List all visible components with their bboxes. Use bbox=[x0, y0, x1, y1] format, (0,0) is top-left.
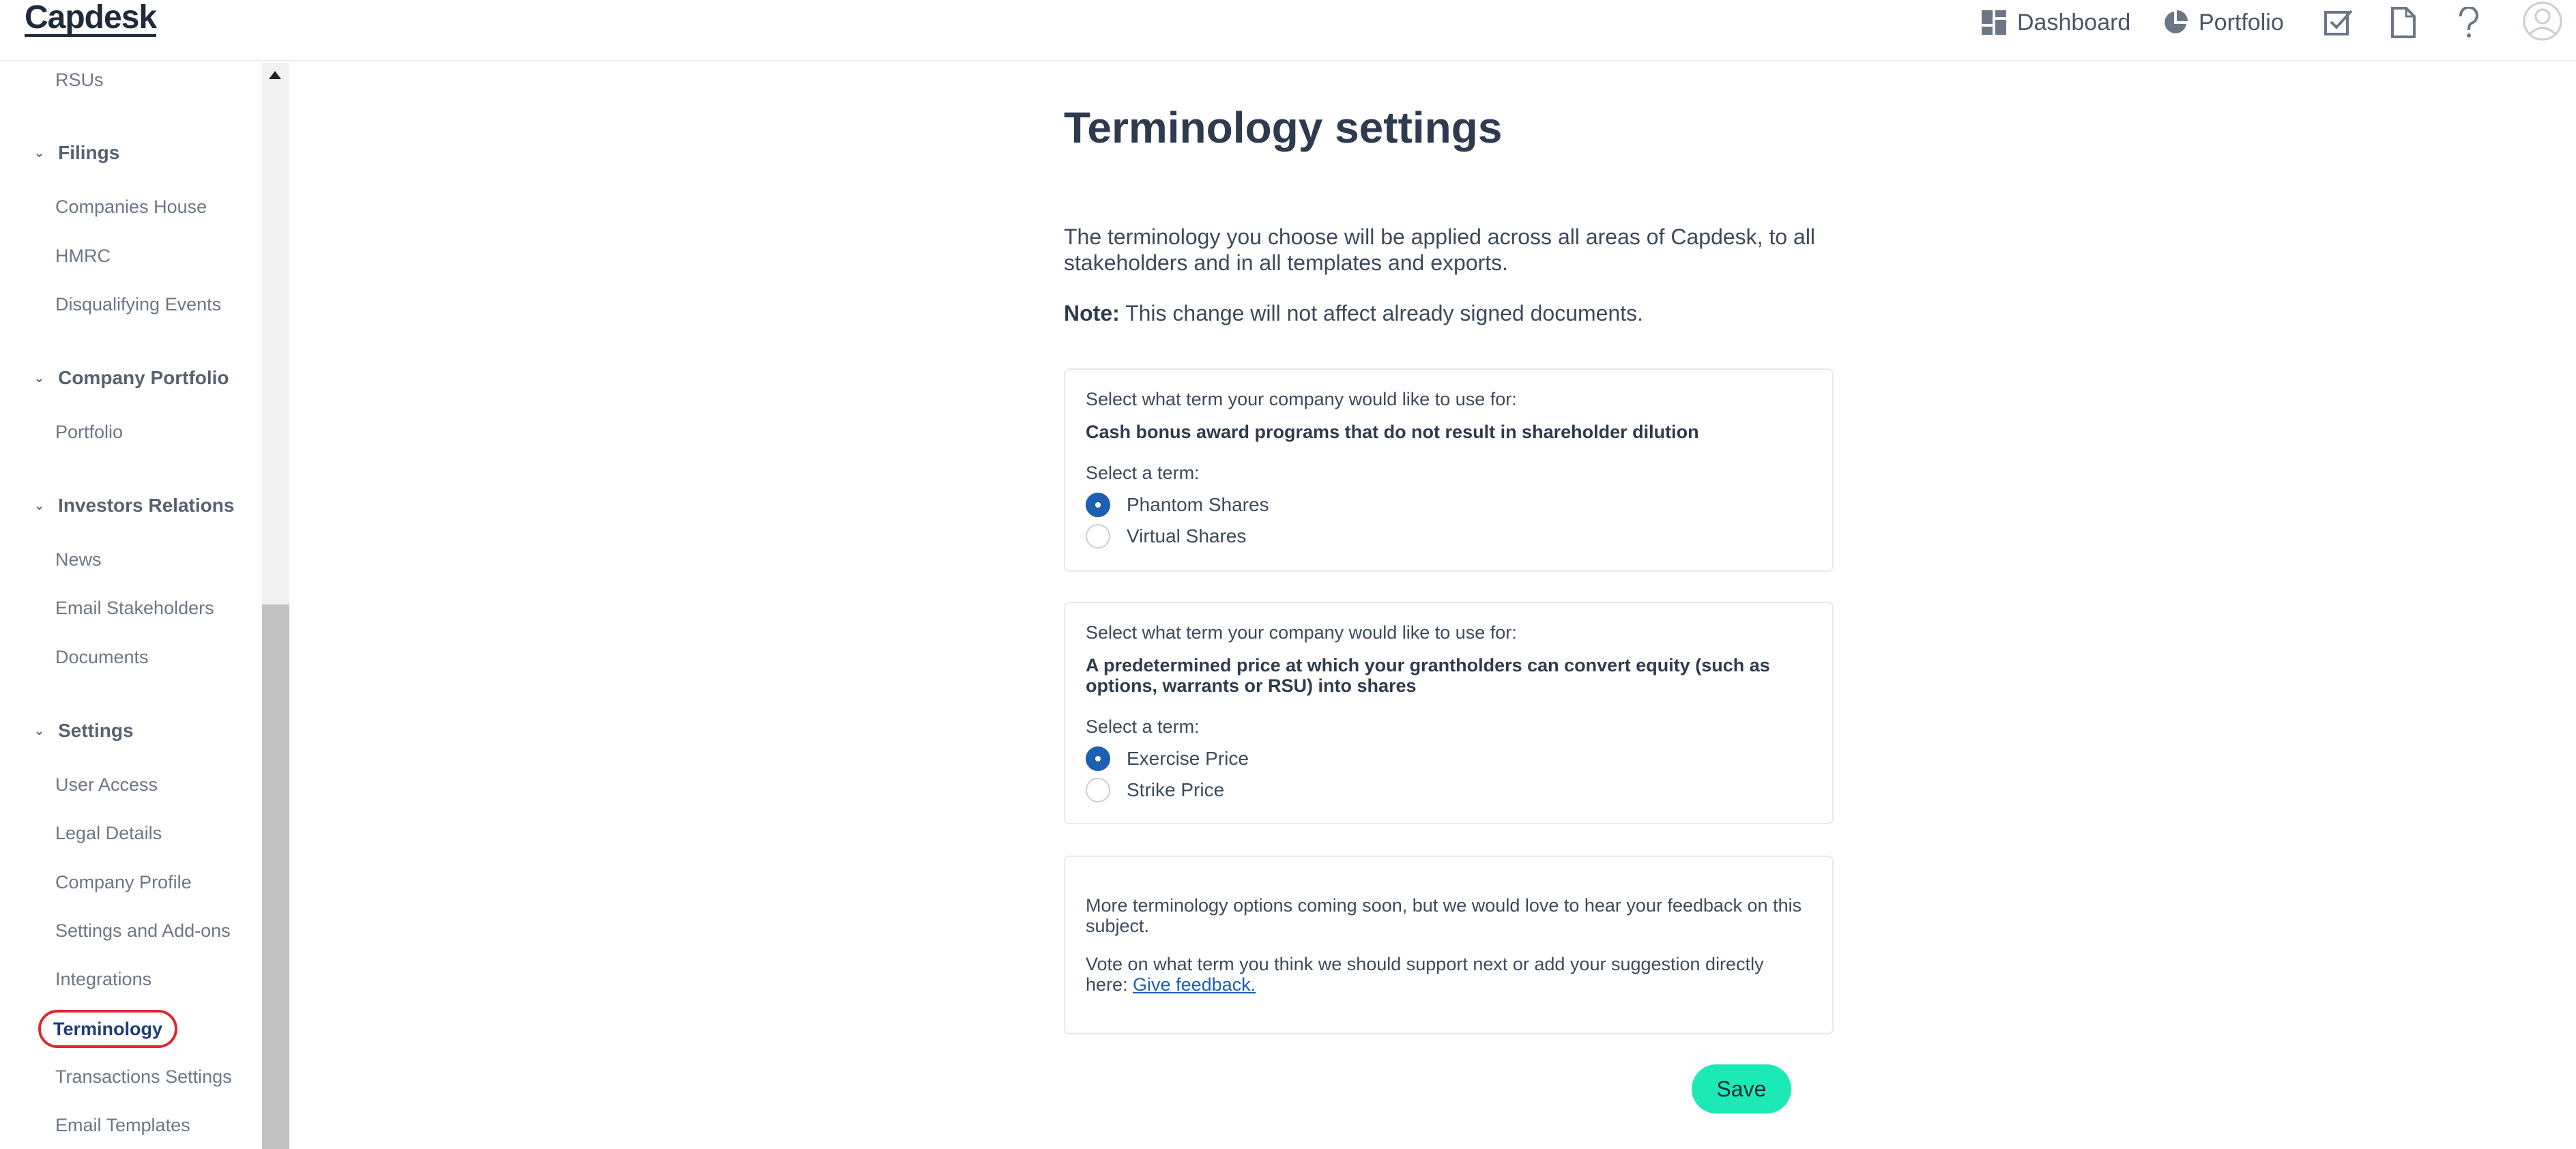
capdesk-logo[interactable]: Capdesk bbox=[25, 0, 157, 35]
top-header bbox=[0, 0, 2576, 61]
sidebar-item-documents[interactable]: Documents bbox=[55, 647, 149, 667]
sidebar-item-legal-details[interactable]: Legal Details bbox=[55, 823, 162, 843]
sidebar-item-disqualifying-events[interactable]: Disqualifying Events bbox=[55, 294, 222, 315]
nav-dashboard-label: Dashboard bbox=[2017, 9, 2131, 35]
intro-text: The terminology you choose will be applied across all areas of Capdesk, to all stakeholders and in all templates and exports. bbox=[1064, 224, 1816, 275]
nav-portfolio-label: Portfolio bbox=[2199, 9, 2284, 35]
radio-unselected-icon[interactable] bbox=[1086, 778, 1110, 802]
tasks-check-icon[interactable] bbox=[2323, 7, 2354, 38]
sidebar-item-integrations[interactable]: Integrations bbox=[55, 969, 152, 989]
radio-strike-price[interactable] bbox=[1086, 778, 1224, 802]
chevron-down-icon: ⌄ bbox=[34, 498, 45, 512]
sidebar-item-company-profile[interactable]: Company Profile bbox=[55, 872, 192, 892]
card-prompt: Select what term your company would like to use for: bbox=[1086, 622, 1517, 643]
radio-unselected-icon[interactable] bbox=[1086, 524, 1110, 549]
chevron-down-icon: ⌄ bbox=[34, 145, 45, 160]
note-body: This change will not affect already signed documents. bbox=[1119, 301, 1644, 325]
radio-label: Phantom Shares bbox=[1127, 494, 1269, 515]
help-icon[interactable] bbox=[2457, 7, 2481, 38]
note-label: Note: bbox=[1064, 301, 1120, 325]
radio-label: Exercise Price bbox=[1127, 748, 1249, 769]
document-icon[interactable] bbox=[2390, 7, 2417, 38]
sidebar-item-user-access[interactable]: User Access bbox=[55, 774, 158, 795]
radio-selected-icon[interactable] bbox=[1086, 746, 1110, 771]
sidebar-item-email-templates[interactable]: Email Templates bbox=[55, 1115, 190, 1135]
give-feedback-link[interactable]: Give feedback. bbox=[1133, 974, 1256, 995]
note-text bbox=[1064, 301, 1643, 326]
sidebar-section-label: Investors Relations bbox=[58, 495, 235, 516]
sidebar-section-label: Company Portfolio bbox=[58, 367, 229, 388]
sidebar-section-filings[interactable] bbox=[34, 142, 119, 164]
card-description: Cash bonus award programs that do not result in shareholder dilution bbox=[1086, 422, 1699, 442]
radio-label: Virtual Shares bbox=[1127, 525, 1247, 547]
feedback-card bbox=[1064, 856, 1834, 1034]
sidebar-section-label: Settings bbox=[58, 720, 134, 741]
feedback-line-2-text: Vote on what term you think we should support next or add your suggestion directly here: bbox=[1086, 954, 1764, 995]
sidebar bbox=[0, 63, 262, 1149]
pie-chart-icon bbox=[2162, 9, 2189, 36]
page-title: Terminology settings bbox=[1064, 103, 1503, 152]
term-card-exercise bbox=[1064, 602, 1834, 824]
scroll-up-arrow-icon[interactable] bbox=[269, 71, 281, 79]
sidebar-item-news[interactable]: News bbox=[55, 549, 102, 570]
feedback-line-1: More terminology options coming soon, but we would love to hear your feedback on this subject. bbox=[1086, 895, 1802, 936]
avatar-icon[interactable] bbox=[2523, 1, 2562, 41]
card-description: A predetermined price at which your grantholders can convert equity (such as options, warrants or RSU) into shares bbox=[1086, 655, 1770, 696]
radio-phantom-shares[interactable] bbox=[1086, 493, 1269, 517]
term-card-phantom bbox=[1064, 368, 1834, 572]
radio-selected-icon[interactable] bbox=[1086, 493, 1110, 517]
sidebar-section-company-portfolio[interactable] bbox=[34, 367, 229, 389]
radio-virtual-shares[interactable] bbox=[1086, 524, 1246, 549]
sidebar-item-settings-and-addons[interactable]: Settings and Add-ons bbox=[55, 920, 231, 941]
sidebar-section-investors-relations[interactable] bbox=[34, 495, 234, 517]
save-button[interactable]: Save bbox=[1692, 1064, 1791, 1114]
sidebar-item-terminology[interactable]: Terminology bbox=[38, 1010, 177, 1048]
nav-portfolio[interactable] bbox=[2162, 0, 2284, 45]
nav-dashboard[interactable] bbox=[1980, 0, 2130, 45]
sidebar-item-transactions-settings[interactable]: Transactions Settings bbox=[55, 1066, 232, 1087]
sidebar-section-settings[interactable] bbox=[34, 720, 134, 742]
chevron-down-icon: ⌄ bbox=[34, 370, 45, 385]
sidebar-item-rsus[interactable]: RSUs bbox=[55, 70, 104, 90]
sidebar-scrollbar-thumb[interactable] bbox=[262, 605, 289, 1149]
radio-exercise-price[interactable] bbox=[1086, 746, 1249, 771]
card-prompt: Select what term your company would like to use for: bbox=[1086, 389, 1517, 409]
select-term-label: Select a term: bbox=[1086, 716, 1200, 737]
sidebar-item-companies-house[interactable]: Companies House bbox=[55, 197, 207, 217]
sidebar-item-email-stakeholders[interactable]: Email Stakeholders bbox=[55, 598, 214, 618]
select-term-label: Select a term: bbox=[1086, 463, 1200, 483]
sidebar-item-portfolio[interactable]: Portfolio bbox=[55, 422, 124, 442]
radio-label: Strike Price bbox=[1127, 779, 1225, 800]
feedback-line-2 bbox=[1086, 954, 1809, 995]
chevron-down-icon: ⌄ bbox=[34, 723, 45, 738]
dashboard-icon bbox=[1980, 9, 2008, 36]
sidebar-item-hmrc[interactable]: HMRC bbox=[55, 246, 111, 266]
sidebar-section-label: Filings bbox=[58, 142, 120, 163]
